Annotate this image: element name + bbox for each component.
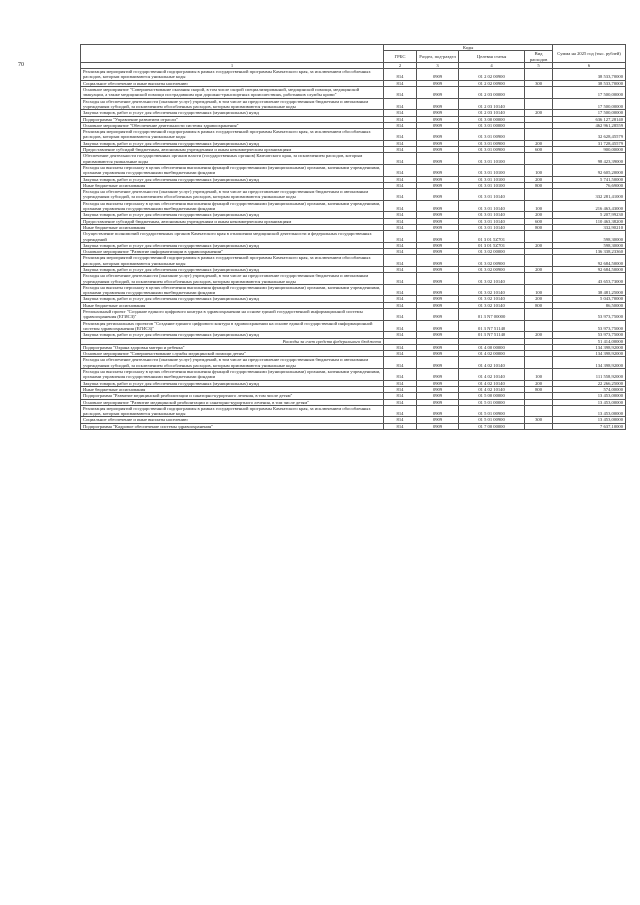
table-row <box>81 273 626 285</box>
table-row <box>81 69 626 81</box>
cell-grbs: 814 <box>384 273 417 285</box>
cell-cs: 01 3 01 00900 <box>459 140 525 146</box>
cell-vr: 200 <box>524 266 552 272</box>
cell-rz: 0909 <box>416 200 458 212</box>
cell-grbs: 814 <box>384 393 417 399</box>
cell-vr: 200 <box>524 242 552 248</box>
cell-sum: 574,00000 <box>553 386 626 392</box>
cell-cs: 01 4 02 10140 <box>459 386 525 392</box>
cell-sum: 136 338,23360 <box>553 249 626 255</box>
cell-sum: 7 637,10000 <box>553 423 626 429</box>
table-row <box>81 405 626 417</box>
cell-cs: 01 3 01 00900 <box>459 147 525 153</box>
cell-rz: 0909 <box>416 69 458 81</box>
cell-vr <box>524 189 552 201</box>
cell-rz: 0909 <box>416 351 458 357</box>
cell-name: Реализация мероприятий государственной подпрограммы в рамках государственной программы Камчатского края, за исключением обособленных расходов, которым присваиваются уникальные коды <box>81 255 384 267</box>
cell-grbs: 814 <box>384 147 417 153</box>
cell-cs: 01 3 01 10140 <box>459 212 525 218</box>
cell-grbs: 814 <box>384 242 417 248</box>
cell-name: Расходы на обеспечение деятельности (оказание услуг) учреждений, в том числе на предоставление государственным бюджетным и автономным учреждениям субсидий, за исключением обособленных расходов, которым присваиваются уникальные коды <box>81 273 384 285</box>
cell-sum: 332,90210 <box>553 224 626 230</box>
cell-vr <box>524 87 552 99</box>
colnum: 1 <box>81 62 384 68</box>
cell-grbs: 814 <box>384 249 417 255</box>
cell-cs: 01 2 03 10140 <box>459 110 525 116</box>
cell-vr <box>524 357 552 369</box>
cell-rz: 0909 <box>416 386 458 392</box>
cell-cs: 01 3 01 00000 <box>459 122 525 128</box>
cell-grbs: 814 <box>384 110 417 116</box>
cell-grbs: 814 <box>384 87 417 99</box>
cell-cs: 01 3 N7 00000 <box>459 309 525 321</box>
cell-rz: 0909 <box>416 98 458 110</box>
cell-rz: 0909 <box>416 266 458 272</box>
cell-rz: 0909 <box>416 224 458 230</box>
cell-cs: 01 2 03 00000 <box>459 87 525 99</box>
cell-grbs: 814 <box>384 344 417 350</box>
cell-rz: 0909 <box>416 122 458 128</box>
cell-sum: 598,30000 <box>553 231 626 243</box>
cell-name: Основное мероприятие "Развитие медицинской реабилитации и санаторно-курортного лечения, в том числе детям" <box>81 399 384 405</box>
cell-name: Реализация мероприятий государственной подпрограммы в рамках государственной программы Камчатского края, за исключением обособленных расходов, которым присваиваются уникальные коды <box>81 129 384 141</box>
cell-rz: 0909 <box>416 218 458 224</box>
cell-rz: 0909 <box>416 405 458 417</box>
cell-cs: 01 5 01 00900 <box>459 417 525 423</box>
cell-grbs: 814 <box>384 255 417 267</box>
cell-sum: 134 398,92000 <box>553 357 626 369</box>
cell-name: Основное мероприятие "Совершенствование оказания скорой, в том числе скорой специализированной, медицинской помощи, медицинской эвакуации, а также медицинской помощи пострадавшим при дорожно-транспортных происшествиях, работников службы крови" <box>81 87 384 99</box>
cell-cs: 01 3 02 10140 <box>459 284 525 296</box>
cell-grbs: 814 <box>384 129 417 141</box>
cell-grbs: 814 <box>384 302 417 308</box>
cell-vr <box>524 129 552 141</box>
cell-vr: 600 <box>524 147 552 153</box>
cell-vr: 200 <box>524 212 552 218</box>
cell-name: Иные бюджетные ассигнования <box>81 224 384 230</box>
cell-cs: 01 2 02 00900 <box>459 80 525 86</box>
cell-sum: 134 398,92000 <box>553 351 626 357</box>
cell-name: Осуществление полномочий государственных органов Камчатского края в отношении медицинской деятельности и федеральных государственных учреждений <box>81 231 384 243</box>
cell-sum: 38 533,70000 <box>553 80 626 86</box>
cell-cs: 01 2 02 00900 <box>459 69 525 81</box>
cell-rz: 0909 <box>416 176 458 182</box>
cell-rz: 0909 <box>416 417 458 423</box>
cell-sum: 92 684,50000 <box>553 255 626 267</box>
cell-cs: 01 3 02 10140 <box>459 296 525 302</box>
cell-sum: 17 500,00000 <box>553 87 626 99</box>
cell-rz: 0909 <box>416 399 458 405</box>
cell-cs: 01 4 02 10140 <box>459 380 525 386</box>
cell-cs: 01 3 02 10140 <box>459 273 525 285</box>
cell-rz: 0909 <box>416 231 458 243</box>
cell-cs: 01 3 02 10140 <box>459 302 525 308</box>
cell-rz: 0909 <box>416 140 458 146</box>
cell-sum: 22 266,25000 <box>553 380 626 386</box>
cell-rz: 0909 <box>416 284 458 296</box>
cell-name: Подпрограмма "Развитие медицинской реабилитации и санаторно-курортного лечения, в том числе детям" <box>81 393 384 399</box>
cell-grbs: 814 <box>384 320 417 332</box>
colnum: 5 <box>524 62 552 68</box>
cell-grbs: 814 <box>384 122 417 128</box>
cell-sum: 134 398,92000 <box>553 344 626 350</box>
cell-grbs: 814 <box>384 200 417 212</box>
cell-grbs: 814 <box>384 380 417 386</box>
cell-vr: 100 <box>524 369 552 381</box>
cell-grbs: 814 <box>384 284 417 296</box>
cell-vr <box>524 273 552 285</box>
table-row <box>81 153 626 165</box>
cell-grbs: 814 <box>384 386 417 392</box>
header-sum: Сумма на 2025 год (тыс. рублей) <box>553 45 626 63</box>
table-row <box>81 309 626 321</box>
cell-name: Реализация региональных проектов "Создание единого цифрового контура в здравоохранении на основе единой государственной информационной системы здравоохранения (ЕГИСЗ)" <box>81 320 384 332</box>
colnum: 6 <box>553 62 626 68</box>
cell-grbs: 814 <box>384 296 417 302</box>
cell-name: Расходы на выплаты персоналу в целях обеспечения выполнения функций государственными (муниципальными) органами, казенными учреждениями, органами управления государственными внебюджетными фондами <box>81 164 384 176</box>
cell-name: Реализация мероприятий государственной подпрограммы в рамках государственной программы Камчатского края, за исключением обособленных расходов, которым присваиваются уникальные коды <box>81 69 384 81</box>
colnum: 2 <box>384 62 417 68</box>
cell-grbs: 814 <box>384 164 417 176</box>
cell-cs: 01 3 01 10140 <box>459 218 525 224</box>
cell-grbs: 814 <box>384 153 417 165</box>
cell-rz: 0909 <box>416 423 458 429</box>
table-row <box>81 87 626 99</box>
cell-name: Закупка товаров, работ и услуг для обеспечения государственных (муниципальных) нужд <box>81 296 384 302</box>
cell-vr <box>524 405 552 417</box>
colnum: 4 <box>459 62 525 68</box>
cell-sum: 31 728,45579 <box>553 140 626 146</box>
cell-name: Закупка товаров, работ и услуг для обеспечения государственных (муниципальных) нужд <box>81 380 384 386</box>
cell-grbs: 814 <box>384 116 417 122</box>
cell-grbs: 814 <box>384 98 417 110</box>
budget-table <box>80 44 626 430</box>
cell-sum: 111 558,92000 <box>553 369 626 381</box>
cell-cs: 01 3 01 5Z701 <box>459 231 525 243</box>
cell-rz: 0909 <box>416 182 458 188</box>
cell-cs: 01 5 01 00000 <box>459 399 525 405</box>
cell-cs: 01 3 01 10100 <box>459 182 525 188</box>
table-row <box>81 200 626 212</box>
cell-cs: 01 4 02 10140 <box>459 369 525 381</box>
cell-grbs: 814 <box>384 176 417 182</box>
page-number: 70 <box>18 62 24 68</box>
cell-rz: 0909 <box>416 164 458 176</box>
cell-cs: 01 3 01 00900 <box>459 129 525 141</box>
colnum: 3 <box>416 62 458 68</box>
header-codes: Коды <box>384 45 553 51</box>
cell-grbs: 814 <box>384 69 417 81</box>
cell-cs: 01 3 01 5Z701 <box>459 242 525 248</box>
cell-vr: 200 <box>524 110 552 116</box>
cell-name: Социальное обеспечение и иные выплаты населению <box>81 80 384 86</box>
cell-vr <box>524 423 552 429</box>
cell-vr: 800 <box>524 386 552 392</box>
cell-rz: 0909 <box>416 129 458 141</box>
cell-name: Основное мероприятие "Совершенствование службы медицинской помощи детям" <box>81 351 384 357</box>
header-target: Целевая статья <box>459 51 525 63</box>
cell-sum: 76,69000 <box>553 182 626 188</box>
cell-grbs: 814 <box>384 369 417 381</box>
cell-name: Подпрограмма "Кадровое обеспечение системы здравоохранения" <box>81 423 384 429</box>
cell-name: Иные бюджетные ассигнования <box>81 302 384 308</box>
cell-name: Предоставление субсидий бюджетным, автономным учреждениям и иным некоммерческим организациям <box>81 147 384 153</box>
cell-sum: 38 533,70000 <box>553 69 626 81</box>
cell-grbs: 814 <box>384 332 417 338</box>
table-row <box>81 423 626 429</box>
cell-cs: 01 4 00 00000 <box>459 344 525 350</box>
cell-name: Закупка товаров, работ и услуг для обеспечения государственных (муниципальных) нужд <box>81 242 384 248</box>
cell-sum: 13 453,00000 <box>553 405 626 417</box>
cell-name: Региональный проект "Создание единого цифрового контура в здравоохранении на основе единой государственной информационной системы здравоохранения (ЕГИСЗ)" <box>81 309 384 321</box>
cell-sum: 5 043,70000 <box>553 296 626 302</box>
cell-cs: 01 3 N7 51140 <box>459 320 525 332</box>
cell-sum: 32 628,45579 <box>553 129 626 141</box>
cell-rz: 0909 <box>416 320 458 332</box>
cell-sum: 462 961,28559 <box>553 122 626 128</box>
cell-sum: 636 127,28140 <box>553 116 626 122</box>
cell-sum: 332 281,41000 <box>553 189 626 201</box>
cell-sum: 900,00000 <box>553 147 626 153</box>
cell-cs: 01 3 01 10140 <box>459 224 525 230</box>
cell-vr <box>524 231 552 243</box>
cell-grbs: 814 <box>384 309 417 321</box>
cell-vr: 800 <box>524 224 552 230</box>
cell-name: Закупка товаров, работ и услуг для обеспечения государственных (муниципальных) нужд <box>81 110 384 116</box>
cell-vr <box>524 309 552 321</box>
cell-rz: 0909 <box>416 273 458 285</box>
table-row <box>81 129 626 141</box>
cell-vr: 200 <box>524 296 552 302</box>
cell-cs: 01 3 02 00900 <box>459 255 525 267</box>
cell-rz: 0909 <box>416 153 458 165</box>
cell-name: Закупка товаров, работ и услуг для обеспечения государственных (муниципальных) нужд <box>81 176 384 182</box>
cell-cs: 01 3 01 10140 <box>459 189 525 201</box>
cell-rz: 0909 <box>416 189 458 201</box>
cell-cs: 01 3 00 00000 <box>459 116 525 122</box>
cell-grbs: 814 <box>384 80 417 86</box>
cell-vr: 100 <box>524 164 552 176</box>
cell-sum: 38 481,25000 <box>553 284 626 296</box>
cell-sum: 110 463,38200 <box>553 218 626 224</box>
header-vr: Вид расходов <box>524 51 552 63</box>
cell-name: Подпрограмма "Управление развитием отрасли" <box>81 116 384 122</box>
cell-vr: 300 <box>524 417 552 423</box>
cell-rz: 0909 <box>416 212 458 218</box>
cell-cs: 01 3 01 10100 <box>459 164 525 176</box>
cell-sum: 17 500,00000 <box>553 110 626 116</box>
cell-sum: 43 653,73000 <box>553 273 626 285</box>
table-row <box>81 357 626 369</box>
cell-sum: 53 973,75000 <box>553 332 626 338</box>
table-row <box>81 231 626 243</box>
cell-sum: 53 973,75000 <box>553 320 626 332</box>
cell-rz: 0909 <box>416 344 458 350</box>
cell-vr <box>524 98 552 110</box>
cell-name: Расходы на выплаты персоналу в целях обеспечения выполнения функций государственными (муниципальными) органами, казенными учреждениями, органами управления государственными внебюджетными фондами <box>81 284 384 296</box>
cell-grbs: 814 <box>384 231 417 243</box>
cell-vr: 200 <box>524 380 552 386</box>
cell-sum: 598,30000 <box>553 242 626 248</box>
header-section: Раздел, под-раздел <box>416 51 458 63</box>
cell-grbs: 814 <box>384 417 417 423</box>
cell-cs: 01 3 N7 51140 <box>459 332 525 338</box>
cell-name: Предоставление субсидий бюджетным, автономным учреждениям и иным некоммерческим организациям <box>81 218 384 224</box>
cell-sum: 92 684,50000 <box>553 266 626 272</box>
cell-vr: 100 <box>524 284 552 296</box>
cell-vr: 200 <box>524 140 552 146</box>
cell-name: Расходы на выплаты персоналу в целях обеспечения выполнения функций государственными (муниципальными) органами, казенными учреждениями, органами управления государственными внебюджетными фондами <box>81 200 384 212</box>
cell-sum: 17 500,00000 <box>553 98 626 110</box>
cell-cs: 01 3 01 10140 <box>459 200 525 212</box>
cell-name: Иные бюджетные ассигнования <box>81 182 384 188</box>
cell-name: Расходы на обеспечение деятельности (оказание услуг) учреждений, в том числе на предоставление государственным бюджетным и автономным учреждениям субсидий, за исключением обособленных расходов, которым присваиваются уникальные коды <box>81 98 384 110</box>
cell-name: Закупка товаров, работ и услуг для обеспечения государственных (муниципальных) нужд <box>81 212 384 218</box>
cell-rz: 0909 <box>416 110 458 116</box>
header-name <box>81 45 384 63</box>
cell-rz: 0909 <box>416 242 458 248</box>
cell-rz: 0909 <box>416 357 458 369</box>
cell-cs: 01 7 00 00000 <box>459 423 525 429</box>
table-row <box>81 189 626 201</box>
cell-sum: 53 973,75000 <box>553 309 626 321</box>
cell-vr: 800 <box>524 182 552 188</box>
table-row <box>81 98 626 110</box>
cell-cs: 01 3 02 00900 <box>459 266 525 272</box>
cell-cs: 01 5 00 00000 <box>459 393 525 399</box>
cell-vr: 100 <box>524 200 552 212</box>
cell-cs: 01 4 02 00000 <box>459 351 525 357</box>
cell-rz: 0909 <box>416 87 458 99</box>
cell-vr: 800 <box>524 302 552 308</box>
cell-name: Подпрограмма "Охрана здоровья матери и ребенка" <box>81 344 384 350</box>
cell-rz: 0909 <box>416 255 458 267</box>
cell-sum: 98 423,39000 <box>553 153 626 165</box>
cell-rz: 0909 <box>416 393 458 399</box>
cell-cs: 01 2 03 10140 <box>459 98 525 110</box>
table-row <box>81 284 626 296</box>
cell-sum: 5 741,50000 <box>553 176 626 182</box>
cell-vr: 600 <box>524 218 552 224</box>
table-row <box>81 164 626 176</box>
cell-name: Расходы на обеспечение деятельности (оказание услуг) учреждений, в том числе на предоставление государственным бюджетным и автономным учреждениям субсидий, за исключением обособленных расходов, которым присваиваются уникальные коды <box>81 357 384 369</box>
cell-name: Расходы на выплаты персоналу в целях обеспечения выполнения функций государственными (муниципальными) органами, казенными учреждениями, органами управления государственными внебюджетными фондами <box>81 369 384 381</box>
cell-vr <box>524 320 552 332</box>
cell-grbs: 814 <box>384 405 417 417</box>
cell-vr <box>524 69 552 81</box>
table-row <box>81 255 626 267</box>
cell-name: Социальное обеспечение и иные выплаты населению <box>81 417 384 423</box>
cell-name: Закупка товаров, работ и услуг для обеспечения государственных (муниципальных) нужд <box>81 266 384 272</box>
cell-vr: 200 <box>524 176 552 182</box>
cell-cs: 01 5 01 00900 <box>459 405 525 417</box>
cell-grbs: 814 <box>384 182 417 188</box>
cell-grbs: 814 <box>384 266 417 272</box>
cell-name: Расходы на обеспечение деятельности (оказание услуг) учреждений, в том числе на предоставление государственным бюджетным и автономным учреждениям субсидий, за исключением обособленных расходов, которым присваиваются уникальные коды <box>81 189 384 201</box>
cell-sum: 13 453,00000 <box>553 399 626 405</box>
cell-vr: 200 <box>524 332 552 338</box>
cell-name: Обеспечение деятельности государственных органов власти (государственных органов) Камчатского края, за исключением расходов, которым присваиваются уникальные коды <box>81 153 384 165</box>
cell-grbs: 814 <box>384 357 417 369</box>
cell-name: Основное мероприятие "Развитие информатизации в здравоохранении" <box>81 249 384 255</box>
cell-name: Расходы за счет средств федерального бюджета <box>81 338 384 344</box>
cell-grbs: 814 <box>384 351 417 357</box>
table-row <box>81 320 626 332</box>
cell-name: Закупка товаров, работ и услуг для обеспечения государственных (муниципальных) нужд <box>81 140 384 146</box>
cell-sum: 92 605,20000 <box>553 164 626 176</box>
cell-grbs: 814 <box>384 423 417 429</box>
cell-sum: 51 414,00000 <box>553 338 626 344</box>
table-row <box>81 369 626 381</box>
header-grbs: ГРБС <box>384 51 417 63</box>
cell-rz: 0909 <box>416 309 458 321</box>
cell-rz: 0909 <box>416 380 458 386</box>
cell-rz: 0909 <box>416 296 458 302</box>
cell-cs: 01 4 02 10140 <box>459 357 525 369</box>
cell-vr: 300 <box>524 80 552 86</box>
cell-name: Реализация мероприятий государственной подпрограммы в рамках государственной программы Камчатского края, за исключением обособленных расходов, которым присваиваются уникальные коды <box>81 405 384 417</box>
cell-grbs: 814 <box>384 399 417 405</box>
cell-rz: 0909 <box>416 80 458 86</box>
cell-name: Основное мероприятие "Обеспечение деятельности системы здравоохранения" <box>81 122 384 128</box>
cell-vr <box>524 153 552 165</box>
cell-grbs: 814 <box>384 224 417 230</box>
cell-vr <box>524 255 552 267</box>
cell-cs: 01 3 02 00000 <box>459 249 525 255</box>
cell-sum: 86,50000 <box>553 302 626 308</box>
cell-rz: 0909 <box>416 332 458 338</box>
cell-grbs: 814 <box>384 218 417 224</box>
cell-grbs: 814 <box>384 212 417 218</box>
cell-sum: 13 453,00000 <box>553 393 626 399</box>
cell-sum: 13 453,00000 <box>553 417 626 423</box>
cell-rz: 0909 <box>416 369 458 381</box>
cell-sum: 216 463,43000 <box>553 200 626 212</box>
cell-grbs: 814 <box>384 140 417 146</box>
cell-rz: 0909 <box>416 147 458 153</box>
cell-name: Закупка товаров, работ и услуг для обеспечения государственных (муниципальных) нужд <box>81 332 384 338</box>
cell-rz: 0909 <box>416 302 458 308</box>
cell-cs: 01 3 01 10100 <box>459 153 525 165</box>
cell-cs: 01 3 01 10100 <box>459 176 525 182</box>
cell-sum: 5 207,99230 <box>553 212 626 218</box>
cell-rz: 0909 <box>416 249 458 255</box>
cell-grbs: 814 <box>384 189 417 201</box>
cell-name: Иные бюджетные ассигнования <box>81 386 384 392</box>
cell-rz: 0909 <box>416 116 458 122</box>
